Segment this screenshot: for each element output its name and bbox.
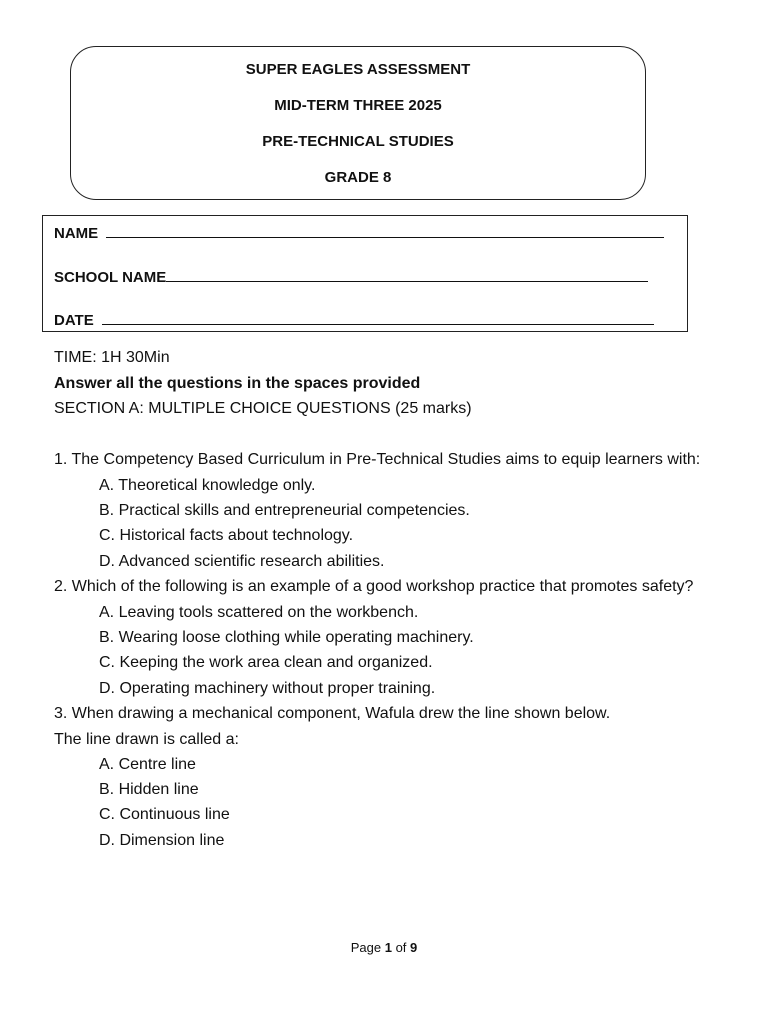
question-1: 1. The Competency Based Curriculum in Pre-Technical Studies aims to equip learners with: bbox=[54, 451, 701, 468]
question-3-option-a[interactable]: A. Centre line bbox=[99, 756, 196, 773]
name-label: NAME bbox=[54, 225, 99, 242]
name-blank[interactable] bbox=[106, 223, 664, 238]
question-2-option-d[interactable]: D. Operating machinery without proper training. bbox=[99, 680, 436, 697]
page-word: Page bbox=[350, 940, 382, 955]
question-1-option-c[interactable]: C. Historical facts about technology. bbox=[99, 527, 354, 544]
school-title: SUPER EAGLES ASSESSMENT bbox=[245, 61, 471, 78]
instruction-text: Answer all the questions in the spaces provided bbox=[54, 375, 421, 392]
question-2-option-a[interactable]: A. Leaving tools scattered on the workbench. bbox=[99, 604, 419, 621]
exam-title: MID-TERM THREE 2025 bbox=[274, 97, 442, 114]
subject-title: PRE-TECHNICAL STUDIES bbox=[262, 133, 454, 150]
question-1-option-b[interactable]: B. Practical skills and entrepreneurial competencies. bbox=[99, 502, 470, 519]
question-3-subtext: The line drawn is called a: bbox=[54, 731, 239, 748]
of-word: of bbox=[395, 940, 407, 955]
section-heading: SECTION A: MULTIPLE CHOICE QUESTIONS (25 marks) bbox=[54, 400, 472, 417]
question-1-option-a[interactable]: A. Theoretical knowledge only. bbox=[99, 477, 316, 494]
question-3-option-b[interactable]: B. Hidden line bbox=[99, 781, 199, 798]
name-field[interactable] bbox=[54, 223, 664, 242]
question-1-option-d[interactable]: D. Advanced scientific research abilities. bbox=[99, 553, 385, 570]
date-blank[interactable] bbox=[102, 310, 654, 325]
page-footer bbox=[0, 940, 768, 955]
page-current: 1 bbox=[384, 940, 392, 955]
question-3: 3. When drawing a mechanical component, Wafula drew the line shown below. bbox=[54, 705, 611, 722]
question-2: 2. Which of the following is an example of a good workshop practice that promotes safety? bbox=[54, 578, 694, 595]
question-3-option-c[interactable]: C. Continuous line bbox=[99, 806, 230, 823]
date-label: DATE bbox=[54, 312, 94, 329]
page-total: 9 bbox=[410, 940, 418, 955]
question-3-option-d[interactable]: D. Dimension line bbox=[99, 832, 225, 849]
school-name-blank[interactable] bbox=[166, 267, 648, 282]
grade-title: GRADE 8 bbox=[324, 169, 392, 186]
question-2-option-c[interactable]: C. Keeping the work area clean and organized. bbox=[99, 654, 433, 671]
time-text: TIME: 1H 30Min bbox=[54, 349, 170, 366]
school-name-field[interactable] bbox=[54, 267, 648, 286]
date-field[interactable] bbox=[54, 310, 654, 329]
student-info-box bbox=[42, 215, 688, 332]
header-box bbox=[70, 46, 646, 200]
school-name-label: SCHOOL NAME bbox=[54, 269, 167, 286]
question-2-option-b[interactable]: B. Wearing loose clothing while operating machinery. bbox=[99, 629, 474, 646]
